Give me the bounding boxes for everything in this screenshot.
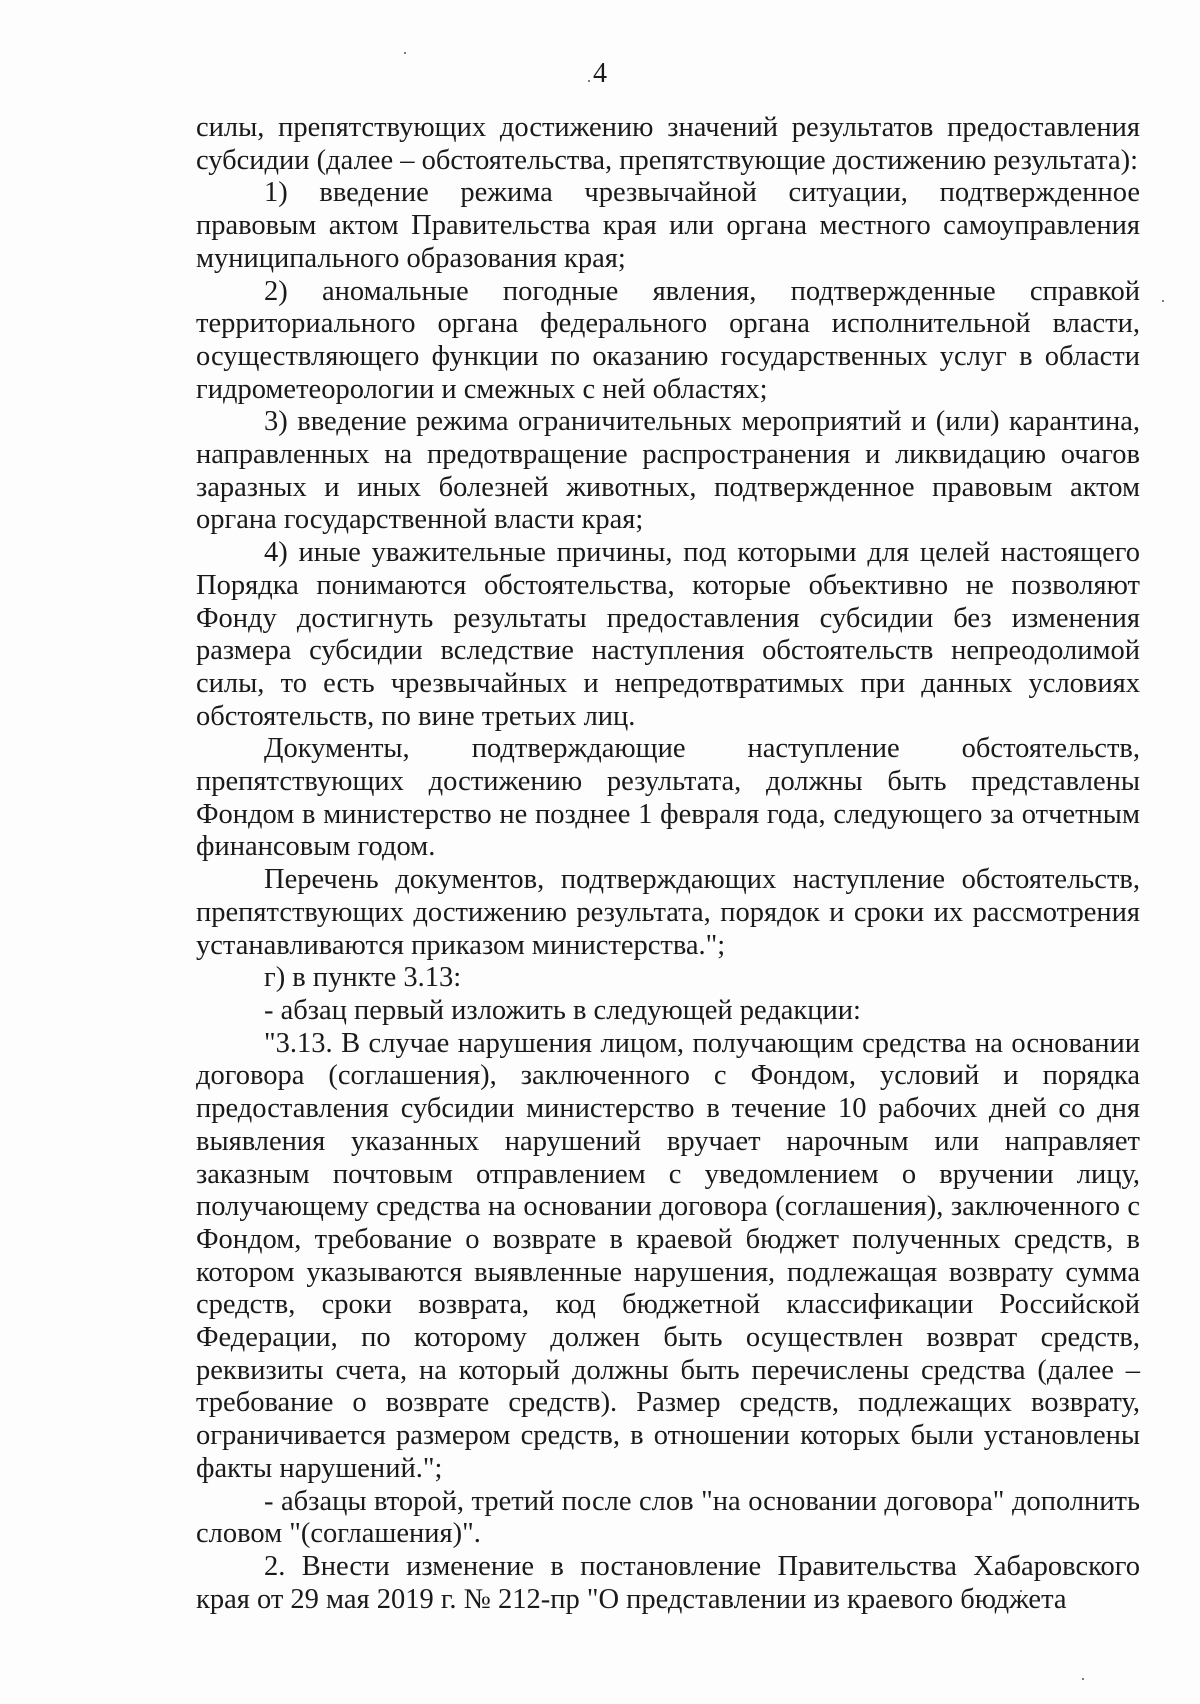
paragraph: 2) аномальные погодные явления, подтвержденные справкой территориального органа федерального органа исполнительной власти, осуществляющего функции по оказанию государственных услуг в области гидрометеорологии и смежных с ней областях; [196,275,1140,405]
paragraph: Перечень документов, подтверждающих наступление обстоятельств, препятствующих достижению результата, порядок и сроки их рассмотрения устанавливаются приказом министерства."; [196,864,1140,961]
scan-speck [404,52,406,54]
paragraph: 2. Внести изменение в постановление Правительства Хабаровского края от 29 мая 2019 г. № 212-пр "О представлении из краевого бюджета [196,1550,1140,1615]
paragraph: "3.13. В случае нарушения лицом, получающим средства на основании договора (соглашения), заключенного с Фондом, условий и порядка предоставления субсидии министерство в течение 10 рабочих дней со дня выявления указанных нарушений вручает нарочным или направляет заказным почтовым отправлением с уведомлением о вручении лицу, получающему средства на основании договора (соглашения), заключенного с Фондом, требование о возврате в краевой бюджет полученных средств, в котором указываются выявленные нарушения, подлежащая возврату сумма средств, сроки возврата, код бюджетной классификации Российской Федерации, по которому должен быть осуществлен возврат средств, реквизиты счета, на который должны быть перечислены средства (далее – требование о возврате средств). Размер средств, подлежащих возврату, ограничивается размером средств, в отношении которых были установлены факты нарушений."; [196,1027,1140,1484]
paragraph: 1) введение режима чрезвычайной ситуации, подтвержденное правовым актом Правительства края или органа местного самоуправления муниципального образования края; [196,177,1140,274]
paragraph: Документы, подтверждающие наступление обстоятельств, препятствующих достижению результата, должны быть представлены Фондом в министерство не позднее 1 февраля года, следующего за отчетным финансовым годом. [196,733,1140,863]
scan-speck [1162,300,1164,302]
paragraph: силы, препятствующих достижению значений результатов предоставления субсидии (далее – обстоятельства, препятствующие достижению результата): [196,112,1140,176]
paragraph: 3) введение режима ограничительных мероприятий и (или) карантина, направленных на предотвращение распространения и ликвидацию очагов заразных и иных болезней животных, подтвержденное правовым актом органа государственной власти края; [196,406,1140,536]
document-body [196,112,1140,1616]
page-number: 4 [593,58,607,89]
paragraph: - абзац первый изложить в следующей редакции: [264,994,861,1026]
scan-speck [1082,1678,1084,1680]
scan-speck [588,80,590,82]
paragraph: г) в пункте 3.13: [264,962,462,994]
paragraph: - абзацы второй, третий после слов "на основании договора" дополнить словом "(соглашения)". [196,1485,1140,1550]
paragraph: 4) иные уважительные причины, под которыми для целей настоящего Порядка понимаются обстоятельства, которые объективно не позволяют Фонду достигнуть результаты предоставления субсидии без изменения размера субсидии вследствие наступления обстоятельств непреодолимой силы, то есть чрезвычайных и непредотвратимых при данных условиях обстоятельств, по вине третьих лиц. [196,537,1140,732]
